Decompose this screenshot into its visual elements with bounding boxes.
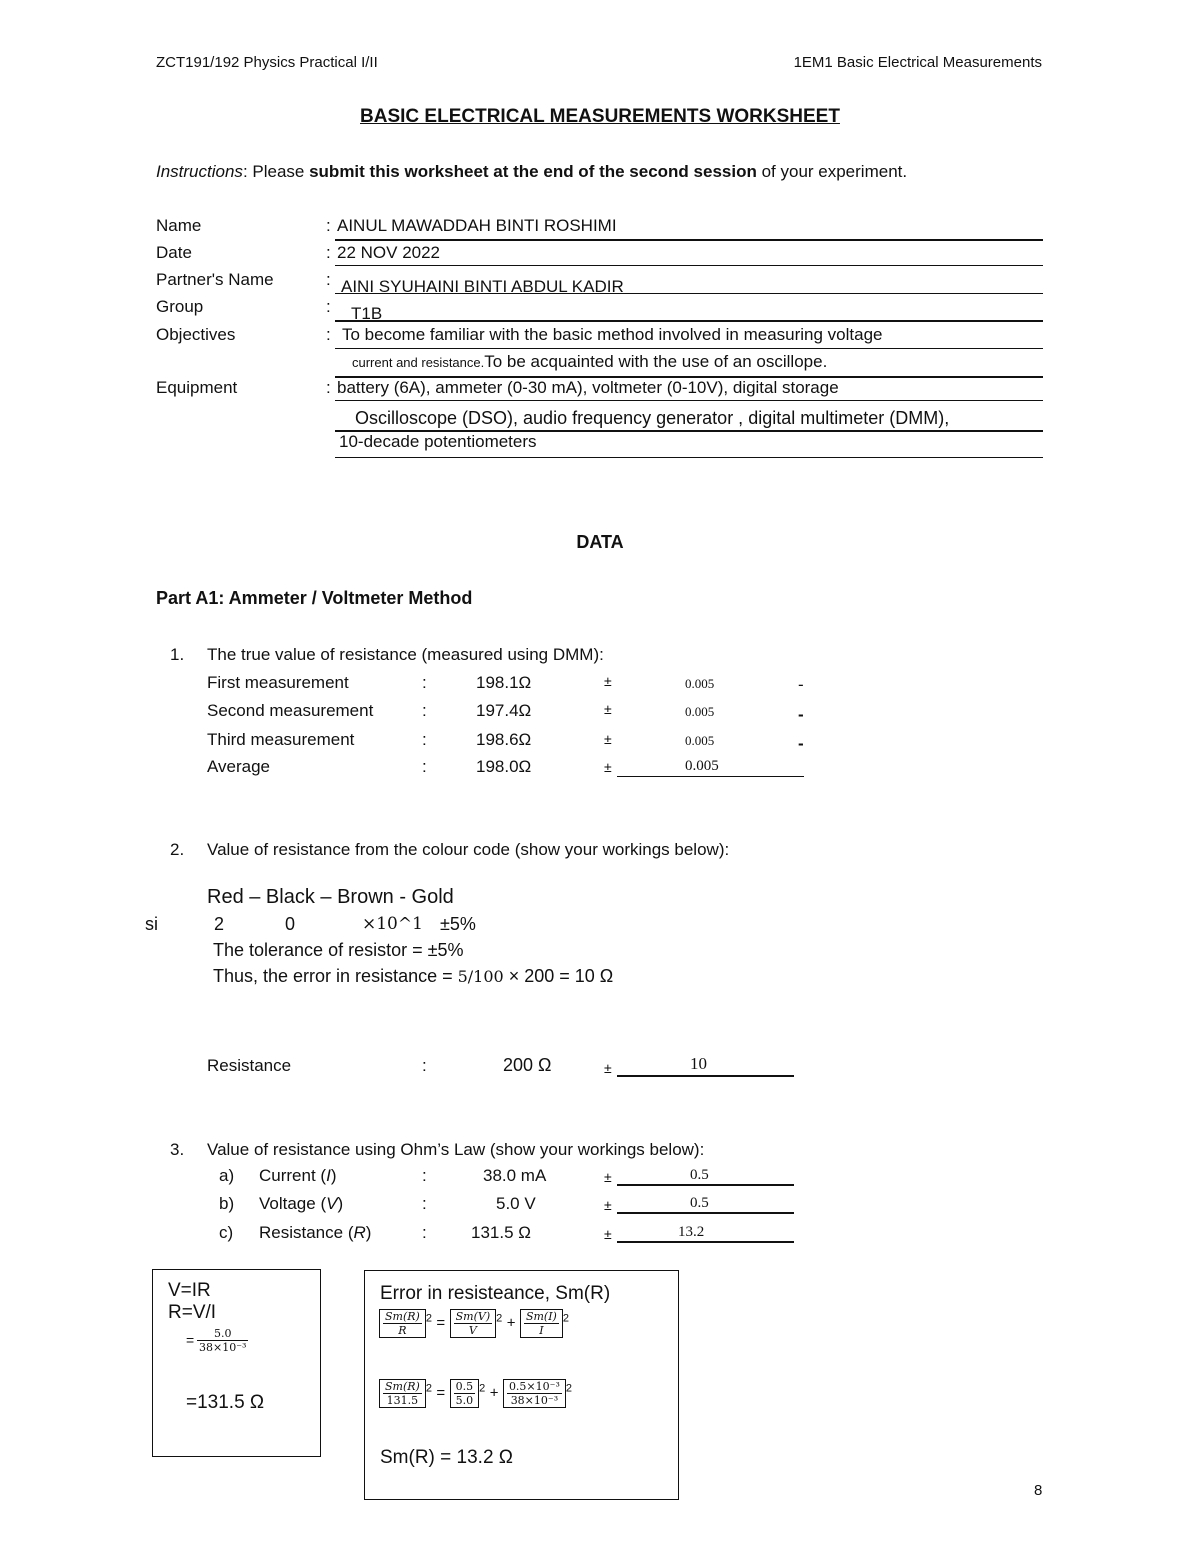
q1-row-mark: - bbox=[798, 705, 804, 724]
q3-row-label bbox=[259, 1194, 343, 1214]
q1-row-err: 0.005 bbox=[685, 676, 715, 691]
eq2-term2-num: 0.5 bbox=[455, 1380, 474, 1393]
partner-label: Partner's Name bbox=[156, 270, 274, 289]
eq1-term1-den: R bbox=[398, 1324, 407, 1337]
date-colon: : bbox=[326, 243, 331, 262]
q1-row-value: 197.4Ω bbox=[476, 701, 532, 720]
q3-row-label-pre: Resistance ( bbox=[259, 1223, 354, 1242]
q1-text: The true value of resistance (measured using DMM): bbox=[207, 645, 604, 664]
eq1-term3-den: I bbox=[539, 1324, 544, 1337]
eq2-term1-num: Sm(R) bbox=[385, 1380, 420, 1393]
eq1-term3-num: Sm(I) bbox=[525, 1310, 557, 1323]
q3-number: 3. bbox=[170, 1140, 185, 1159]
digit-1: 2 bbox=[214, 914, 225, 934]
part-a1-heading: Part A1: Ammeter / Voltmeter Method bbox=[156, 588, 473, 608]
q3-row-letter: c) bbox=[219, 1223, 234, 1242]
q1-row-err: 0.005 bbox=[685, 733, 715, 748]
date-value: 22 NOV 2022 bbox=[337, 243, 441, 262]
box1-line2: R=V/I bbox=[168, 1302, 217, 1323]
resistance-underline bbox=[617, 1075, 794, 1077]
q1-row-colon: : bbox=[422, 757, 427, 776]
eq1-term2-exp: 2 bbox=[496, 1312, 503, 1325]
eq2-term3-den: 38×10⁻³ bbox=[510, 1394, 559, 1407]
multiplier: ×10^1 bbox=[362, 914, 423, 934]
data-heading: DATA bbox=[576, 532, 624, 552]
q3-row-underline bbox=[617, 1184, 794, 1186]
box2-title: Error in resisteance, Sm(R) bbox=[380, 1283, 611, 1304]
q3-row-label-post: ) bbox=[365, 1223, 372, 1242]
box2-result: Sm(R) = 13.2 Ω bbox=[380, 1447, 513, 1468]
q3-row-label bbox=[259, 1166, 336, 1186]
objectives-colon: : bbox=[326, 325, 331, 344]
q3-row-label-post: ) bbox=[337, 1194, 344, 1213]
eq2-term2-den: 5.0 bbox=[455, 1394, 474, 1407]
q3-row-label-pre: Current ( bbox=[259, 1166, 327, 1185]
objectives-line2-rest: To be acquainted with the use of an oscillope. bbox=[484, 352, 828, 371]
name-label: Name bbox=[156, 216, 202, 235]
q3-row-pm: ± bbox=[604, 1197, 612, 1213]
q3-row-value: 5.0 V bbox=[496, 1194, 536, 1213]
instructions-label: Instructions bbox=[156, 162, 243, 181]
q3-text: Value of resistance using Ohm’s Law (show your workings below): bbox=[207, 1140, 705, 1159]
equipment-underline3 bbox=[335, 457, 1043, 458]
digit-2: 0 bbox=[285, 914, 296, 934]
group-label: Group bbox=[156, 297, 204, 316]
q1-row-err: 0.005 bbox=[685, 758, 719, 774]
eq2-equals: = bbox=[436, 1384, 446, 1402]
eq1-term1-num: Sm(R) bbox=[385, 1310, 420, 1323]
stray-text: si bbox=[145, 914, 158, 934]
q3-row-letter: a) bbox=[219, 1166, 235, 1185]
q3-row-label-pre: Voltage ( bbox=[259, 1194, 327, 1213]
q3-row-colon: : bbox=[422, 1166, 427, 1185]
eq1-term2-den: V bbox=[468, 1324, 477, 1337]
q3-row-pm: ± bbox=[604, 1169, 612, 1185]
tolerance-line: The tolerance of resistor = ±5% bbox=[213, 940, 464, 960]
partner-underline bbox=[335, 293, 1043, 294]
group-underline bbox=[335, 320, 1043, 322]
objectives-line2 bbox=[352, 352, 827, 372]
equipment-colon: : bbox=[326, 378, 331, 397]
box1-denominator: 38×10⁻³ bbox=[199, 1341, 247, 1354]
eq2-term2-exp: 2 bbox=[479, 1382, 486, 1395]
date-underline bbox=[335, 265, 1043, 266]
q1-row-value: 198.1Ω bbox=[476, 673, 532, 692]
q3-row-letter: b) bbox=[219, 1194, 235, 1213]
q3-row-symbol: I bbox=[326, 1166, 331, 1185]
q1-row-mark: - bbox=[798, 734, 804, 753]
q1-row-label: Third measurement bbox=[207, 730, 355, 749]
box1-fraction bbox=[197, 1327, 248, 1354]
worksheet-title: BASIC ELECTRICAL MEASUREMENTS WORKSHEET bbox=[360, 106, 840, 127]
eq1-term1-exp: 2 bbox=[425, 1312, 432, 1325]
q3-row-err: 13.2 bbox=[678, 1224, 705, 1240]
box1-numerator: 5.0 bbox=[197, 1327, 248, 1341]
resistance-label: Resistance bbox=[207, 1056, 292, 1075]
eq2-term1-den: 131.5 bbox=[386, 1394, 419, 1407]
q3-row-pm: ± bbox=[604, 1226, 612, 1242]
eq2-plus: + bbox=[489, 1384, 499, 1402]
q3-row-underline bbox=[617, 1241, 794, 1243]
header-right: 1EM1 Basic Electrical Measurements bbox=[793, 54, 1042, 71]
q3-row-colon: : bbox=[422, 1223, 427, 1242]
q3-row-label-post: ) bbox=[330, 1166, 337, 1185]
box2-equation1 bbox=[379, 1309, 569, 1338]
q1-row-pm: ± bbox=[604, 701, 612, 717]
partner-colon: : bbox=[326, 270, 331, 289]
eq1-term2-num: Sm(V) bbox=[455, 1310, 491, 1323]
q3-row-colon: : bbox=[422, 1194, 427, 1213]
q1-row-colon: : bbox=[422, 673, 427, 692]
q1-number: 1. bbox=[170, 645, 185, 664]
resistance-err: 10 bbox=[690, 1054, 707, 1073]
box1-equals: = bbox=[186, 1332, 195, 1348]
q3-row-symbol: V bbox=[326, 1194, 338, 1213]
colour-bands: Red – Black – Brown - Gold bbox=[207, 886, 454, 908]
q1-row-pm: ± bbox=[604, 731, 612, 747]
page-number: 8 bbox=[1034, 1482, 1043, 1499]
q1-row-err: 0.005 bbox=[685, 704, 715, 719]
q1-row-value: 198.0Ω bbox=[476, 757, 532, 776]
eq1-equals: = bbox=[436, 1314, 446, 1332]
resistance-value: 200 Ω bbox=[503, 1055, 552, 1075]
q3-row-err: 0.5 bbox=[690, 1195, 709, 1211]
error-working-box bbox=[364, 1270, 679, 1500]
objectives-line1: To become familiar with the basic method involved in measuring voltage bbox=[342, 325, 883, 344]
q1-row-label: Average bbox=[207, 757, 271, 776]
resistance-colon: : bbox=[422, 1056, 427, 1075]
equipment-line2: Oscilloscope (DSO), audio frequency generator , digital multimeter (DMM), bbox=[355, 408, 950, 428]
group-value: T1B bbox=[351, 304, 383, 323]
q1-row-label: Second measurement bbox=[207, 701, 374, 720]
q3-row-value: 131.5 Ω bbox=[471, 1223, 531, 1242]
q3-row-underline bbox=[617, 1212, 794, 1214]
error-post: × 200 = 10 Ω bbox=[503, 966, 614, 986]
q2-number: 2. bbox=[170, 840, 185, 859]
eq1-term3-exp: 2 bbox=[562, 1312, 569, 1325]
q3-row-err: 0.5 bbox=[690, 1167, 709, 1183]
q3-row-value: 38.0 mA bbox=[483, 1166, 547, 1185]
partner-value: AINI SYUHAINI BINTI ABDUL KADIR bbox=[341, 277, 624, 296]
eq2-term1-exp: 2 bbox=[425, 1382, 432, 1395]
error-line bbox=[213, 966, 613, 987]
date-label: Date bbox=[156, 243, 192, 262]
equipment-label: Equipment bbox=[156, 378, 238, 397]
header-left: ZCT191/192 Physics Practical I/II bbox=[156, 54, 378, 71]
q3-row-symbol: R bbox=[353, 1223, 366, 1242]
instructions-post: of your experiment. bbox=[756, 162, 908, 181]
eq1-plus: + bbox=[506, 1314, 516, 1332]
objectives-line2-small: current and resistance. bbox=[352, 355, 485, 370]
resistance-pm: ± bbox=[604, 1060, 612, 1076]
average-underline bbox=[617, 776, 804, 777]
group-colon: : bbox=[326, 297, 331, 316]
q1-row-mark: - bbox=[798, 675, 804, 694]
equipment-underline1 bbox=[335, 400, 1043, 401]
ohms-law-working-box bbox=[152, 1269, 321, 1457]
q1-row-pm: ± bbox=[604, 673, 612, 689]
error-pre: Thus, the error in resistance = bbox=[213, 966, 458, 986]
q1-row-label: First measurement bbox=[207, 673, 349, 692]
q1-row-value: 198.6Ω bbox=[476, 730, 532, 749]
q3-row-label bbox=[259, 1223, 371, 1243]
name-value: AINUL MAWADDAH BINTI ROSHIMI bbox=[337, 216, 617, 235]
q1-row-colon: : bbox=[422, 701, 427, 720]
eq2-term3-num: 0.5×10⁻³ bbox=[508, 1380, 560, 1393]
eq2-term3-exp: 2 bbox=[565, 1382, 572, 1395]
instructions bbox=[156, 162, 907, 182]
equipment-line3: 10-decade potentiometers bbox=[339, 432, 537, 451]
equipment-line1: battery (6A), ammeter (0-30 mA), voltmeter (0-10V), digital storage bbox=[337, 378, 839, 397]
box1-line1: V=IR bbox=[168, 1280, 211, 1301]
name-colon: : bbox=[326, 216, 331, 235]
instructions-pre: : Please bbox=[242, 162, 310, 181]
q1-row-pm: ± bbox=[604, 759, 612, 775]
box1-result: =131.5 Ω bbox=[186, 1392, 265, 1413]
instructions-bold: submit this worksheet at the end of the second session bbox=[309, 162, 757, 181]
q1-row-colon: : bbox=[422, 730, 427, 749]
tolerance-band: ±5% bbox=[440, 914, 476, 934]
error-fraction: 5/100 bbox=[457, 967, 504, 986]
name-underline bbox=[335, 239, 1043, 241]
box2-equation2 bbox=[379, 1379, 572, 1408]
q2-text: Value of resistance from the colour code (show your workings below): bbox=[207, 840, 730, 859]
objectives-label: Objectives bbox=[156, 325, 236, 344]
objectives-underline1 bbox=[335, 348, 1043, 349]
